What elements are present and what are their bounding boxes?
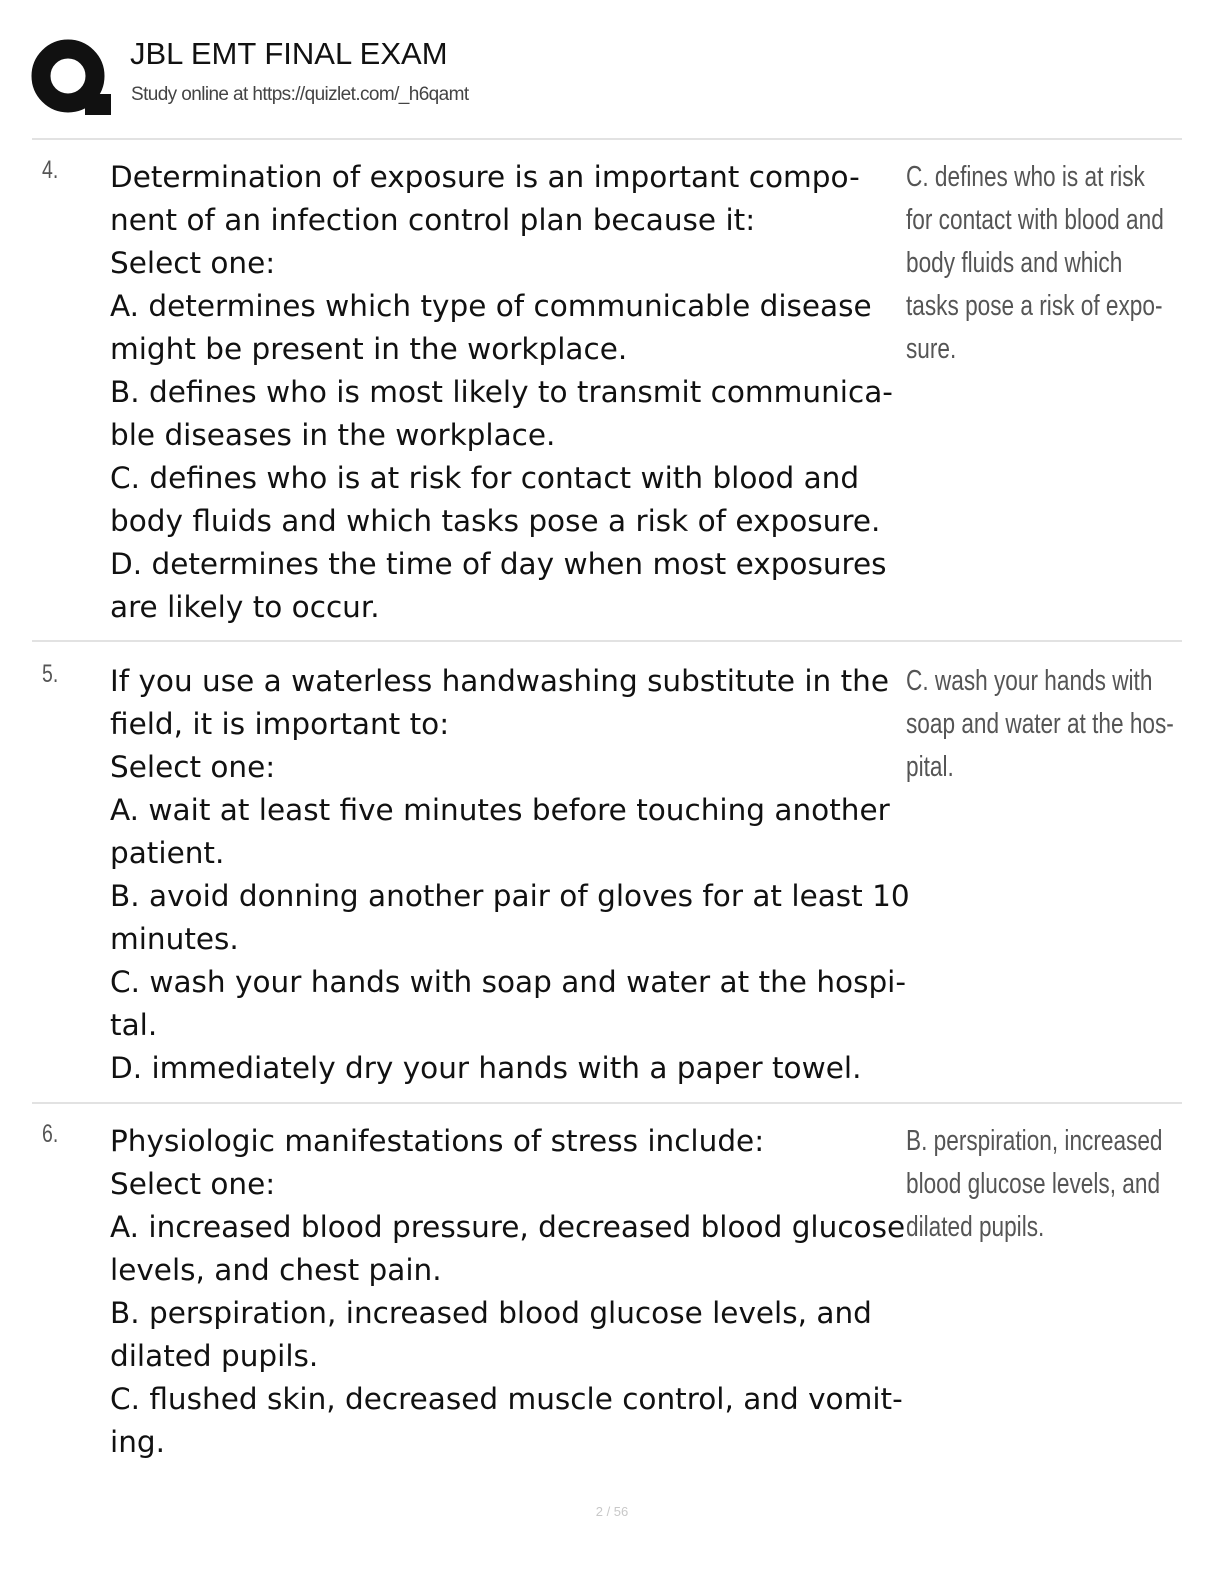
term-line: B. perspiration, increased blood glucose levels, and (110, 1296, 872, 1330)
flashcard-row (32, 1120, 1182, 1470)
card-answer (906, 660, 1174, 789)
term-line: B. avoid donning another pair of gloves for at least 10 (110, 879, 910, 913)
card-term (110, 156, 910, 629)
term-line: field, it is important to: (110, 707, 450, 741)
answer-line: B. perspiration, increased (906, 1125, 1163, 1157)
card-term (110, 1120, 910, 1464)
answer-line: C. defines who is at risk (906, 161, 1145, 193)
term-line: patient. (110, 836, 225, 870)
header-divider (32, 138, 1182, 140)
card-answer (906, 156, 1164, 371)
term-line: dilated pupils. (110, 1339, 319, 1373)
term-line: might be present in the workplace. (110, 332, 628, 366)
term-line: ing. (110, 1425, 165, 1459)
flashcard-row (32, 660, 1182, 1104)
term-line: A. increased blood pressure, decreased blood glucose (110, 1210, 906, 1244)
card-answer (906, 1120, 1163, 1249)
card-number: 5. (42, 660, 59, 688)
term-line: minutes. (110, 922, 239, 956)
term-line: D. immediately dry your hands with a paper towel. (110, 1051, 862, 1085)
term-line: C. defines who is at risk for contact with blood and (110, 461, 860, 495)
term-line: If you use a waterless handwashing substitute in the (110, 664, 890, 698)
card-number: 6. (42, 1120, 59, 1148)
term-line: A. determines which type of communicable disease (110, 289, 872, 323)
card-divider (32, 1102, 1182, 1104)
term-line: Select one: (110, 750, 276, 784)
answer-line: pital. (906, 751, 954, 783)
answer-line: soap and water at the hos- (906, 708, 1174, 740)
answer-line: for contact with blood and (906, 204, 1164, 236)
answer-line: tasks pose a risk of expo- (906, 290, 1163, 322)
term-line: B. defines who is most likely to transmit communica- (110, 375, 893, 409)
page-title: JBL EMT FINAL EXAM (130, 36, 448, 71)
study-link[interactable]: Study online at https://quizlet.com/_h6qamt (131, 84, 469, 105)
term-line: C. flushed skin, decreased muscle control, and vomit- (110, 1382, 903, 1416)
card-number: 4. (42, 156, 59, 184)
term-line: nent of an infection control plan because it: (110, 203, 756, 237)
answer-line: blood glucose levels, and (906, 1168, 1161, 1200)
term-line: Physiologic manifestations of stress include: (110, 1124, 765, 1158)
answer-line: dilated pupils. (906, 1211, 1045, 1243)
page-header (30, 32, 1190, 116)
term-line: tal. (110, 1008, 158, 1042)
term-line: Determination of exposure is an important compo- (110, 160, 860, 194)
flashcard-row (32, 156, 1182, 642)
term-line: C. wash your hands with soap and water at the hospi- (110, 965, 907, 999)
card-term (110, 660, 910, 1090)
term-line: levels, and chest pain. (110, 1253, 442, 1287)
term-line: Select one: (110, 246, 276, 280)
term-line: body fluids and which tasks pose a risk of exposure. (110, 504, 881, 538)
page-number: 2 / 56 (595, 1504, 629, 1519)
answer-line: sure. (906, 333, 957, 365)
term-line: A. wait at least five minutes before touching another (110, 793, 890, 827)
term-line: Select one: (110, 1167, 276, 1201)
answer-line: C. wash your hands with (906, 665, 1153, 697)
term-line: ble diseases in the workplace. (110, 418, 556, 452)
card-divider (32, 640, 1182, 642)
term-line: D. determines the time of day when most exposures (110, 547, 887, 581)
answer-line: body fluids and which (906, 247, 1123, 279)
term-line: are likely to occur. (110, 590, 380, 624)
quizlet-q-logo-icon (30, 38, 112, 120)
